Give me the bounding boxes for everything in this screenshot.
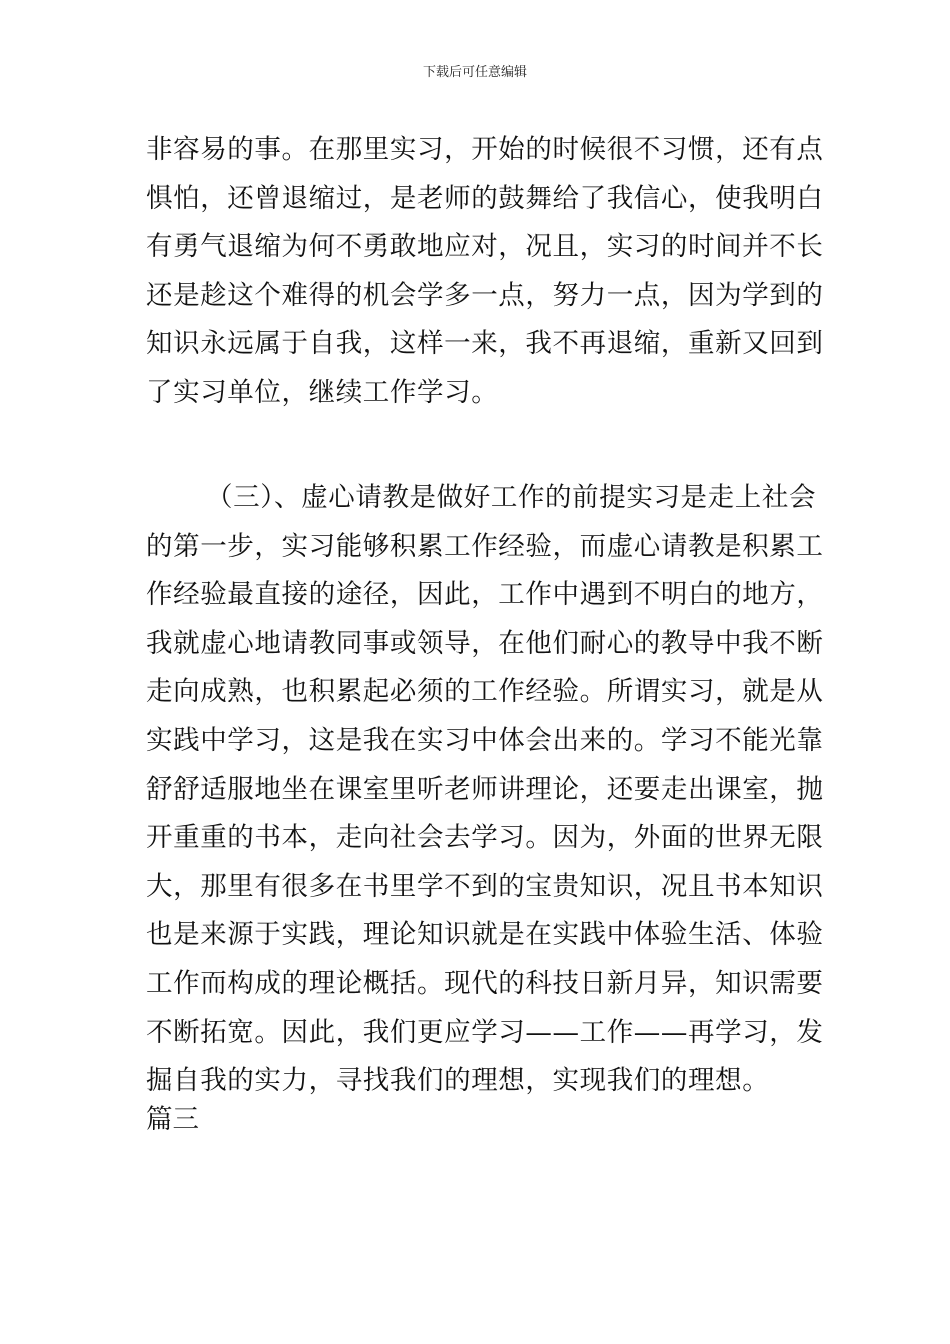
paragraph-line: 舒舒适服地坐在课室里听老师讲理论，还要走出课室，抛 [146,773,824,805]
paragraph-line: 作经验最直接的途径，因此，工作中遇到不明白的地方， [146,579,824,611]
paragraph-line: 非容易的事。在那里实习，开始的时候很不习惯，还有点 [146,134,824,165]
paragraph-line: 不断拓宽。因此，我们更应学习——工作——再学习，发 [146,1016,824,1048]
section-heading: 篇三 [146,1104,199,1135]
paragraph-line: 开重重的书本，走向社会去学习。因为，外面的世界无限 [146,822,824,854]
paragraph-line: 工作而构成的理论概括。现代的科技日新月异，知识需要 [146,967,824,999]
paragraph-line: 大，那里有很多在书里学不到的宝贵知识，况且书本知识 [146,870,824,902]
paragraph-line: 了实习单位，继续工作学习。 [146,376,499,408]
paragraph-line: 有勇气退缩为何不勇敢地应对，况且，实习的时间并不长 [146,231,824,263]
paragraph-2 [146,474,824,1106]
page-header-note: 下载后可任意编辑 [422,65,527,80]
paragraph-line: 惧怕，还曾退缩过，是老师的鼓舞给了我信心，使我明白 [146,182,824,214]
paragraph-line: 掘自我的实力，寻找我们的理想，实现我们的理想。 [146,1065,770,1097]
paragraph-1 [146,126,824,418]
paragraph-line: 走向成熟，也积累起必须的工作经验。所谓实习，就是从 [146,676,824,708]
paragraph-line: 的第一步，实习能够积累工作经验，而虚心请教是积累工 [146,530,824,562]
paragraph-line: 实践中学习，这是我在实习中体会出来的。学习不能光靠 [146,724,824,756]
paragraph-line: 知识永远属于自我，这样一来，我不再退缩，重新又回到 [146,328,824,360]
paragraph-line: 我就虚心地请教同事或领导，在他们耐心的教导中我不断 [146,627,824,659]
paragraph-line: （三）、虚心请教是做好工作的前提实习是走上社会 [206,482,817,513]
paragraph-line: 还是趁这个难得的机会学多一点，努力一点，因为学到的 [146,279,824,311]
paragraph-line: 也是来源于实践，理论知识就是在实践中体验生活、体验 [146,919,824,951]
